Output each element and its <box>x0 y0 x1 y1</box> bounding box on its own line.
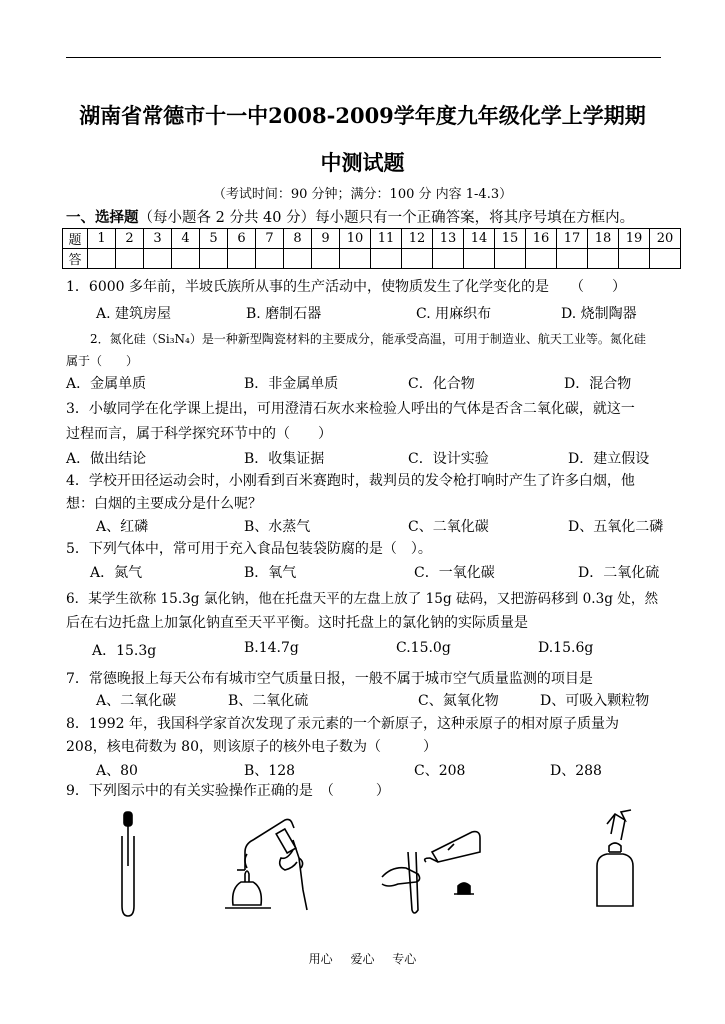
number-cell: 7 <box>256 229 284 249</box>
answer-cell[interactable] <box>650 249 681 269</box>
row-head-question: 题 <box>63 229 88 249</box>
question-4-option-a: A、红磷 <box>96 519 149 535</box>
question-2-option-c: C．化合物 <box>408 376 475 392</box>
header-rule <box>66 57 661 58</box>
page-title-continued: 中测试题 <box>320 150 405 175</box>
number-cell: 16 <box>526 229 557 249</box>
section-heading <box>66 206 634 227</box>
number-cell: 2 <box>116 229 144 249</box>
question-3-stem-continued: 过程而言，属于科学探究环节中的（ ） <box>66 426 332 442</box>
answer-cell[interactable] <box>433 249 464 269</box>
number-cell: 15 <box>495 229 526 249</box>
question-8-option-a: A、80 <box>96 763 138 779</box>
question-2-option-d: D．混合物 <box>564 376 632 392</box>
number-cell: 12 <box>402 229 433 249</box>
question-3-option-d: D．建立假设 <box>568 451 650 467</box>
number-cell: 4 <box>172 229 200 249</box>
question-7-option-b: B、二氧化硫 <box>228 693 309 709</box>
exam-info: （考试时间：90 分钟；满分：100 分 内容 1-4.3） <box>212 187 513 202</box>
number-cell: 8 <box>284 229 312 249</box>
answer-cell[interactable] <box>619 249 650 269</box>
question-5-option-c: C．一氧化碳 <box>414 565 495 581</box>
number-cell: 13 <box>433 229 464 249</box>
question-6-stem: 6．某学生欲称 15.3g 氯化钠，他在托盘天平的左盘上放了 15g 砝码，又把游码移到 0.3g 处，然 <box>66 591 659 607</box>
answer-cell[interactable] <box>402 249 433 269</box>
row-head-answer: 答 <box>63 249 88 269</box>
number-cell: 5 <box>200 229 228 249</box>
question-1-stem: 1．6000 多年前，半坡氏族所从事的生产活动中，使物质发生了化学变化的是 （ ） <box>66 279 626 295</box>
question-1-option-a: A. 建筑房屋 <box>96 306 172 322</box>
question-4-option-b: B、水蒸气 <box>244 519 311 535</box>
answer-table <box>62 228 681 269</box>
question-8-option-c: C、208 <box>414 763 466 779</box>
question-8-stem-continued: 208，核电荷数为 80，则该原子的核外电子数为（ ） <box>66 739 437 755</box>
question-3-option-b: B．收集证据 <box>244 451 325 467</box>
question-5-stem: 5．下列气体中，常可用于充入食品包装袋防腐的是（ ）。 <box>66 541 432 557</box>
answer-cell[interactable] <box>256 249 284 269</box>
page-footer: 用心 爱心 专心 <box>308 952 417 966</box>
question-2-option-b: B．非金属单质 <box>244 376 339 392</box>
answer-cell[interactable] <box>371 249 402 269</box>
question-4-stem-continued: 想：白烟的主要成分是什么呢？ <box>66 496 262 512</box>
question-5-option-d: D．二氧化硫 <box>578 565 660 581</box>
answer-cell[interactable] <box>144 249 172 269</box>
question-2-stem: 2．氮化硅（Si₃N₄）是一种新型陶瓷材料的主要成分，能承受高温，可用于制造业、航天工业等。氮化硅 <box>90 332 646 346</box>
smelling-gas-figure <box>585 806 650 916</box>
answer-table-answer-row <box>63 249 681 269</box>
answer-cell[interactable] <box>88 249 116 269</box>
question-1-option-c: C. 用麻织布 <box>416 306 492 322</box>
question-4-option-c: C、二氧化碳 <box>408 519 489 535</box>
number-cell: 10 <box>340 229 371 249</box>
question-2-stem-continued: 属于（ ） <box>66 354 139 368</box>
number-cell: 6 <box>228 229 256 249</box>
number-cell: 18 <box>588 229 619 249</box>
question-6-option-b: B.14.7g <box>244 640 299 656</box>
answer-cell[interactable] <box>284 249 312 269</box>
answer-cell[interactable] <box>495 249 526 269</box>
answer-cell[interactable] <box>116 249 144 269</box>
question-7-option-a: A、二氧化碳 <box>96 693 177 709</box>
question-6-option-a: A．15.3g <box>92 643 157 659</box>
number-cell: 11 <box>371 229 402 249</box>
number-cell: 17 <box>557 229 588 249</box>
number-cell: 19 <box>619 229 650 249</box>
answer-cell[interactable] <box>588 249 619 269</box>
question-4-option-d: D、五氧化二磷 <box>568 519 664 535</box>
question-5-option-a: A．氮气 <box>90 565 143 581</box>
question-3-option-a: A．做出结论 <box>66 451 147 467</box>
section-label: 一、选择题 <box>66 209 139 226</box>
number-cell: 20 <box>650 229 681 249</box>
question-4-stem: 4．学校开田径运动会时，小刚看到百米赛跑时，裁判员的发令枪打响时产生了许多白烟，他 <box>66 473 635 489</box>
pouring-reagent-figure <box>372 822 487 922</box>
answer-cell[interactable] <box>172 249 200 269</box>
answer-cell[interactable] <box>228 249 256 269</box>
question-7-stem: 7．常德晚报上每天公布有城市空气质量日报，一般不属于城市空气质量监测的项目是 <box>66 671 593 687</box>
answer-table-number-row <box>63 229 681 249</box>
number-cell: 14 <box>464 229 495 249</box>
section-description: （每小题各 2 分共 40 分）每小题只有一个正确答案，将其序号填在方框内。 <box>138 210 635 226</box>
question-5-option-b: B．氧气 <box>244 565 297 581</box>
number-cell: 9 <box>312 229 340 249</box>
answer-cell[interactable] <box>312 249 340 269</box>
answer-cell[interactable] <box>340 249 371 269</box>
question-6-option-d: D.15.6g <box>538 640 594 656</box>
question-3-stem: 3．小敏同学在化学课上提出，可用澄清石灰水来检验人呼出的气体是否含二氧化碳，就这一 <box>66 401 635 417</box>
question-7-option-c: C、氮氧化物 <box>418 693 499 709</box>
question-7-option-d: D、可吸入颗粒物 <box>540 693 650 709</box>
question-6-stem-continued: 后在右边托盘上加氯化钠直至天平平衡。这时托盘上的氯化钠的实际质量是 <box>66 615 528 631</box>
answer-cell[interactable] <box>200 249 228 269</box>
question-8-option-d: D、288 <box>550 763 602 779</box>
heating-apparatus-figure <box>215 810 325 920</box>
question-3-option-c: C．设计实验 <box>408 451 489 467</box>
question-9-stem: 9．下列图示中的有关实验操作正确的是 （ ） <box>66 783 390 799</box>
question-1-option-b: B. 磨制石器 <box>246 306 322 322</box>
answer-cell[interactable] <box>464 249 495 269</box>
question-1-option-d: D. 烧制陶器 <box>561 306 637 322</box>
test-tube-dropper-figure <box>108 806 153 921</box>
question-8-stem: 8．1992 年，我国科学家首次发现了汞元素的一个新原子，这种汞原子的相对原子质量为 <box>66 716 619 732</box>
number-cell: 1 <box>88 229 116 249</box>
question-6-option-c: C.15.0g <box>396 640 451 656</box>
answer-cell[interactable] <box>557 249 588 269</box>
page-title: 湖南省常德市十一中2008-2009学年度九年级化学上学期期 <box>79 103 646 128</box>
question-2-option-a: A．金属单质 <box>66 376 147 392</box>
question-8-option-b: B、128 <box>244 763 296 779</box>
answer-cell[interactable] <box>526 249 557 269</box>
number-cell: 3 <box>144 229 172 249</box>
